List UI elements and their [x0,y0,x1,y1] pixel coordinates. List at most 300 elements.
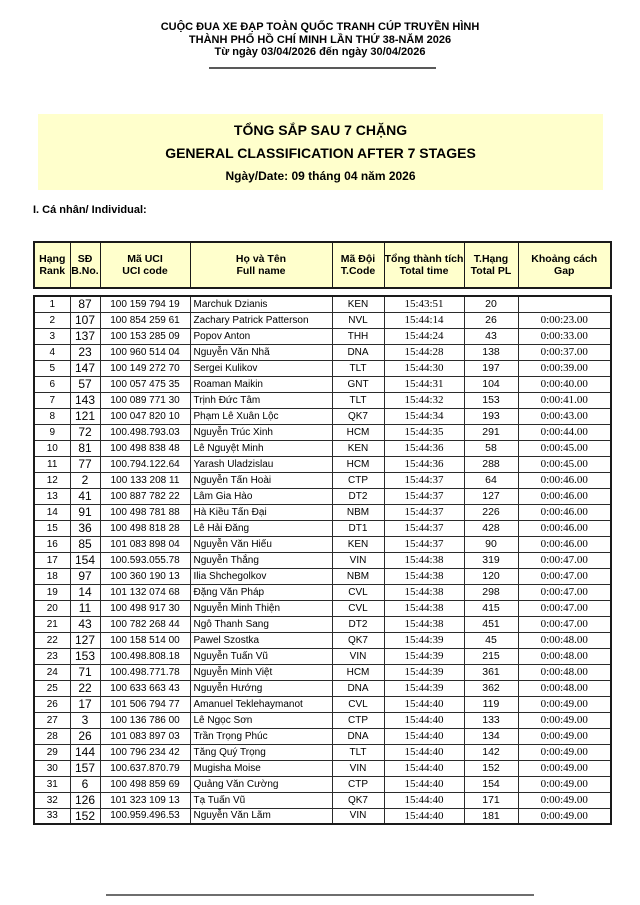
total-pl-cell: 120 [464,568,518,584]
rank-cell: 25 [34,680,70,696]
rider-name-cell: Nguyễn Tấn Hoài [190,472,332,488]
bib-number-cell: 41 [70,488,100,504]
col-header-gap [518,242,611,288]
rank-cell: 3 [34,328,70,344]
rank-cell: 33 [34,808,70,824]
uci-code-cell: 100.593.055.78 [100,552,190,568]
rider-name-cell: Tạ Tuấn Vũ [190,792,332,808]
table-row [34,488,611,504]
total-pl-cell: 362 [464,680,518,696]
rider-name-cell: Quảng Văn Cường [190,776,332,792]
total-time-cell: 15:44:31 [384,376,464,392]
rank-cell: 18 [34,568,70,584]
col-header-bno [70,242,100,288]
team-code-cell: VIN [332,760,384,776]
total-pl-cell: 197 [464,360,518,376]
total-pl-cell: 153 [464,392,518,408]
rider-name-cell: Sergei Kulikov [190,360,332,376]
table-row [34,568,611,584]
table-row [34,312,611,328]
gap-cell: 0:00:49.00 [518,776,611,792]
total-time-cell: 15:44:36 [384,440,464,456]
table-row [34,728,611,744]
total-pl-cell: 319 [464,552,518,568]
doc-header-line3: Từ ngày 03/04/2026 đến ngày 30/04/2026 [214,46,426,58]
team-code-cell: QK7 [332,792,384,808]
rank-cell: 26 [34,696,70,712]
gap-cell: 0:00:49.00 [518,792,611,808]
table-row [34,696,611,712]
team-code-cell: CVL [332,696,384,712]
total-pl-cell: 45 [464,632,518,648]
gap-cell: 0:00:48.00 [518,648,611,664]
bib-number-cell: 85 [70,536,100,552]
team-code-cell: DT1 [332,520,384,536]
rider-name-cell: Tăng Quý Trọng [190,744,332,760]
uci-code-cell: 101 132 074 68 [100,584,190,600]
table-row [34,344,611,360]
team-code-cell: KEN [332,440,384,456]
team-code-cell: CTP [332,712,384,728]
uci-code-cell: 100 498 781 88 [100,504,190,520]
bib-number-cell: 22 [70,680,100,696]
bib-number-cell: 121 [70,408,100,424]
gap-cell: 0:00:37.00 [518,344,611,360]
uci-code-cell: 100 498 859 69 [100,776,190,792]
table-row [34,712,611,728]
uci-code-cell: 100 159 794 19 [100,296,190,312]
total-time-cell: 15:44:37 [384,472,464,488]
gap-cell: 0:00:48.00 [518,664,611,680]
bib-number-cell: 154 [70,552,100,568]
uci-code-cell: 101 506 794 77 [100,696,190,712]
col-header-uci-en: UCI code [122,265,168,277]
uci-code-cell: 101 323 109 13 [100,792,190,808]
team-code-cell: VIN [332,648,384,664]
total-pl-cell: 415 [464,600,518,616]
rank-cell: 1 [34,296,70,312]
rider-name-cell: Ngô Thanh Sang [190,616,332,632]
header-divider [209,67,436,69]
rider-name-cell: Lâm Gia Hào [190,488,332,504]
table-row [34,648,611,664]
total-pl-cell: 64 [464,472,518,488]
total-time-cell: 15:44:37 [384,520,464,536]
table-row [34,424,611,440]
total-time-cell: 15:44:40 [384,760,464,776]
col-header-name [190,242,332,288]
gap-cell: 0:00:49.00 [518,712,611,728]
rider-name-cell: Popov Anton [190,328,332,344]
gap-cell: 0:00:45.00 [518,440,611,456]
total-time-cell: 15:44:32 [384,392,464,408]
total-time-cell: 15:44:35 [384,424,464,440]
team-code-cell: TLT [332,744,384,760]
table-row [34,472,611,488]
rank-cell: 28 [34,728,70,744]
bib-number-cell: 23 [70,344,100,360]
table-row [34,680,611,696]
gap-cell: 0:00:39.00 [518,360,611,376]
table-row [34,744,611,760]
total-time-cell: 15:44:30 [384,360,464,376]
rank-cell: 20 [34,600,70,616]
total-time-cell: 15:44:38 [384,616,464,632]
rider-name-cell: Nguyễn Thắng [190,552,332,568]
team-code-cell: KEN [332,296,384,312]
rider-name-cell: Nguyễn Văn Hiếu [190,536,332,552]
gap-cell: 0:00:41.00 [518,392,611,408]
rider-name-cell: Đặng Văn Pháp [190,584,332,600]
rider-name-cell: Pawel Szostka [190,632,332,648]
rank-cell: 29 [34,744,70,760]
total-time-cell: 15:44:39 [384,648,464,664]
total-time-cell: 15:43:51 [384,296,464,312]
rank-cell: 6 [34,376,70,392]
uci-code-cell: 100 136 786 00 [100,712,190,728]
gap-cell: 0:00:49.00 [518,696,611,712]
rank-cell: 30 [34,760,70,776]
gap-cell: 0:00:47.00 [518,552,611,568]
bib-number-cell: 152 [70,808,100,824]
total-pl-cell: 104 [464,376,518,392]
uci-code-cell: 100.794.122.64 [100,456,190,472]
total-time-cell: 15:44:37 [384,504,464,520]
gap-cell: 0:00:49.00 [518,728,611,744]
bib-number-cell: 3 [70,712,100,728]
table-row [34,584,611,600]
gap-cell: 0:00:33.00 [518,328,611,344]
rank-cell: 31 [34,776,70,792]
col-header-tcode-vi: Mã Đội [340,253,376,265]
table-row [34,536,611,552]
team-code-cell: THH [332,328,384,344]
bib-number-cell: 107 [70,312,100,328]
gap-cell: 0:00:47.00 [518,616,611,632]
gc-table-body [34,296,611,824]
uci-code-cell: 100 796 234 42 [100,744,190,760]
col-header-totaltime-en: Total time [399,265,449,277]
team-code-cell: DT2 [332,488,384,504]
uci-code-cell: 100 047 820 10 [100,408,190,424]
gap-cell: 0:00:46.00 [518,536,611,552]
rider-name-cell: Nguyễn Minh Việt [190,664,332,680]
table-row [34,792,611,808]
total-time-cell: 15:44:39 [384,680,464,696]
total-time-cell: 15:44:38 [384,568,464,584]
rider-name-cell: Mugisha Moise [190,760,332,776]
bib-number-cell: 26 [70,728,100,744]
total-time-cell: 15:44:40 [384,744,464,760]
rider-name-cell: Amanuel Teklehaymanot [190,696,332,712]
col-header-gap-en: Gap [554,265,575,277]
rider-name-cell: Marchuk Dzianis [190,296,332,312]
bib-number-cell: 2 [70,472,100,488]
gap-cell: 0:00:48.00 [518,680,611,696]
table-row [34,616,611,632]
uci-code-cell: 100.498.793.03 [100,424,190,440]
bib-number-cell: 147 [70,360,100,376]
rank-cell: 24 [34,664,70,680]
rider-name-cell: Nguyễn Văn Nhã [190,344,332,360]
table-row [34,360,611,376]
col-header-bno-en: B.No. [71,265,99,277]
rank-cell: 16 [34,536,70,552]
bib-number-cell: 153 [70,648,100,664]
col-header-tcode [332,242,384,288]
total-pl-cell: 171 [464,792,518,808]
bib-number-cell: 77 [70,456,100,472]
bib-number-cell: 87 [70,296,100,312]
total-pl-cell: 133 [464,712,518,728]
rider-name-cell: Trịnh Đức Tâm [190,392,332,408]
title-vietnamese: TỔNG SẮP SAU 7 CHẶNG [233,121,408,138]
total-pl-cell: 154 [464,776,518,792]
uci-code-cell: 101 083 898 04 [100,536,190,552]
team-code-cell: HCM [332,456,384,472]
uci-code-cell: 100 498 917 30 [100,600,190,616]
total-pl-cell: 142 [464,744,518,760]
total-pl-cell: 58 [464,440,518,456]
rider-name-cell: Nguyễn Minh Thiện [190,600,332,616]
rank-cell: 11 [34,456,70,472]
uci-code-cell: 100 498 838 48 [100,440,190,456]
rider-name-cell: Lê Nguyệt Minh [190,440,332,456]
gc-table-header [33,241,612,289]
rank-cell: 10 [34,440,70,456]
total-pl-cell: 226 [464,504,518,520]
bib-number-cell: 71 [70,664,100,680]
table-row [34,504,611,520]
total-time-cell: 15:44:40 [384,792,464,808]
rider-name-cell: Nguyễn Văn Lãm [190,808,332,824]
classification-title-block [38,114,603,190]
team-code-cell: NVL [332,312,384,328]
bib-number-cell: 17 [70,696,100,712]
rank-cell: 4 [34,344,70,360]
bib-number-cell: 43 [70,616,100,632]
total-time-cell: 15:44:28 [384,344,464,360]
uci-code-cell: 100 854 259 61 [100,312,190,328]
total-pl-cell: 193 [464,408,518,424]
total-pl-cell: 215 [464,648,518,664]
table-row [34,664,611,680]
table-row [34,456,611,472]
rider-name-cell: Yarash Uladzislau [190,456,332,472]
rider-name-cell: Nguyễn Hướng [190,680,332,696]
uci-code-cell: 100.498.808.18 [100,648,190,664]
total-pl-cell: 181 [464,808,518,824]
col-header-name-vi: Họ và Tên [235,253,287,265]
rider-name-cell: Trần Trọng Phúc [190,728,332,744]
rider-name-cell: Lê Ngọc Sơn [190,712,332,728]
table-row [34,376,611,392]
col-header-rank-en: Rank [39,265,66,277]
bib-number-cell: 57 [70,376,100,392]
uci-code-cell: 100 633 663 43 [100,680,190,696]
team-code-cell: DNA [332,344,384,360]
rider-name-cell: Ilia Shchegolkov [190,568,332,584]
rank-cell: 32 [34,792,70,808]
total-time-cell: 15:44:37 [384,536,464,552]
rider-name-cell: Nguyễn Tuấn Vũ [190,648,332,664]
gap-cell: 0:00:47.00 [518,600,611,616]
gap-cell: 0:00:46.00 [518,504,611,520]
rider-name-cell: Roaman Maikin [190,376,332,392]
rank-cell: 2 [34,312,70,328]
team-code-cell: NBM [332,504,384,520]
team-code-cell: TLT [332,392,384,408]
bib-number-cell: 126 [70,792,100,808]
col-header-gap-vi: Khoảng cách [531,253,598,265]
col-header-totaltime [384,242,464,288]
col-header-tcode-en: T.Code [340,265,376,277]
doc-header-line2: THÀNH PHỐ HỒ CHÍ MINH LẦN THỨ 38-NĂM 2026 [188,33,452,46]
table-row [34,632,611,648]
rank-cell: 8 [34,408,70,424]
bib-number-cell: 143 [70,392,100,408]
col-header-rank [34,242,70,288]
team-code-cell: NBM [332,568,384,584]
table-row [34,440,611,456]
total-time-cell: 15:44:40 [384,712,464,728]
gap-cell: 0:00:49.00 [518,760,611,776]
table-row [34,760,611,776]
gap-cell: 0:00:47.00 [518,584,611,600]
gap-cell: 0:00:45.00 [518,456,611,472]
team-code-cell: DNA [332,680,384,696]
doc-header [0,21,640,59]
rank-cell: 13 [34,488,70,504]
team-code-cell: HCM [332,664,384,680]
rank-cell: 23 [34,648,70,664]
table-row [34,328,611,344]
total-time-cell: 15:44:40 [384,728,464,744]
total-time-cell: 15:44:40 [384,776,464,792]
title-date: Ngày/Date: 09 tháng 04 năm 2026 [225,168,416,183]
uci-code-cell: 100 133 208 11 [100,472,190,488]
bib-number-cell: 157 [70,760,100,776]
col-header-rank-vi: Hạng [39,253,66,265]
bib-number-cell: 11 [70,600,100,616]
table-row [34,408,611,424]
rank-cell: 19 [34,584,70,600]
total-pl-cell: 428 [464,520,518,536]
table-row [34,776,611,792]
uci-code-cell: 100 960 514 04 [100,344,190,360]
uci-code-cell: 100 498 818 28 [100,520,190,536]
team-code-cell: QK7 [332,632,384,648]
total-pl-cell: 90 [464,536,518,552]
gap-cell: 0:00:44.00 [518,424,611,440]
rank-cell: 15 [34,520,70,536]
gap-cell: 0:00:40.00 [518,376,611,392]
total-pl-cell: 20 [464,296,518,312]
uci-code-cell: 100.498.771.78 [100,664,190,680]
total-time-cell: 15:44:40 [384,808,464,824]
bib-number-cell: 91 [70,504,100,520]
team-code-cell: VIN [332,808,384,824]
bib-number-cell: 36 [70,520,100,536]
gap-cell [518,296,611,312]
col-header-uci [100,242,190,288]
rank-cell: 27 [34,712,70,728]
total-pl-cell: 138 [464,344,518,360]
table-row [34,600,611,616]
doc-header-line1: CUỘC ĐUA XE ĐẠP TOÀN QUỐC TRANH CÚP TRUYỀN HÌNH [160,21,480,33]
section-label-individual: I. Cá nhân/ Individual: [33,204,147,216]
footer-divider [106,894,534,896]
gap-cell: 0:00:23.00 [518,312,611,328]
team-code-cell: KEN [332,536,384,552]
total-pl-cell: 291 [464,424,518,440]
total-time-cell: 15:44:14 [384,312,464,328]
total-pl-cell: 127 [464,488,518,504]
uci-code-cell: 101 083 897 03 [100,728,190,744]
table-row [34,808,611,824]
gap-cell: 0:00:49.00 [518,744,611,760]
uci-code-cell: 100 158 514 00 [100,632,190,648]
total-pl-cell: 26 [464,312,518,328]
total-pl-cell: 298 [464,584,518,600]
team-code-cell: QK7 [332,408,384,424]
col-header-totalpl-en: Total PL [470,265,512,277]
bib-number-cell: 6 [70,776,100,792]
total-pl-cell: 134 [464,728,518,744]
table-row [34,520,611,536]
team-code-cell: CVL [332,600,384,616]
team-code-cell: DNA [332,728,384,744]
gap-cell: 0:00:46.00 [518,520,611,536]
total-pl-cell: 288 [464,456,518,472]
team-code-cell: VIN [332,552,384,568]
bib-number-cell: 81 [70,440,100,456]
bib-number-cell: 72 [70,424,100,440]
gap-cell: 0:00:49.00 [518,808,611,824]
total-time-cell: 15:44:36 [384,456,464,472]
total-pl-cell: 43 [464,328,518,344]
bib-number-cell: 137 [70,328,100,344]
total-pl-cell: 451 [464,616,518,632]
gap-cell: 0:00:43.00 [518,408,611,424]
team-code-cell: GNT [332,376,384,392]
col-header-bno-vi: SĐ [77,253,93,265]
table-row [34,296,611,312]
col-header-name-en: Full name [236,265,286,277]
total-time-cell: 15:44:37 [384,488,464,504]
col-header-totalpl [464,242,518,288]
total-time-cell: 15:44:38 [384,600,464,616]
uci-code-cell: 100 360 190 13 [100,568,190,584]
team-code-cell: CTP [332,472,384,488]
rank-cell: 17 [34,552,70,568]
rider-name-cell: Lê Hải Đăng [190,520,332,536]
team-code-cell: DT2 [332,616,384,632]
rank-cell: 9 [34,424,70,440]
bib-number-cell: 127 [70,632,100,648]
team-code-cell: CTP [332,776,384,792]
total-time-cell: 15:44:39 [384,632,464,648]
total-time-cell: 15:44:40 [384,696,464,712]
total-pl-cell: 119 [464,696,518,712]
uci-code-cell: 100.959.496.53 [100,808,190,824]
rider-name-cell: Hà Kiều Tấn Đại [190,504,332,520]
team-code-cell: TLT [332,360,384,376]
total-time-cell: 15:44:34 [384,408,464,424]
rank-cell: 21 [34,616,70,632]
total-time-cell: 15:44:38 [384,552,464,568]
gap-cell: 0:00:46.00 [518,472,611,488]
